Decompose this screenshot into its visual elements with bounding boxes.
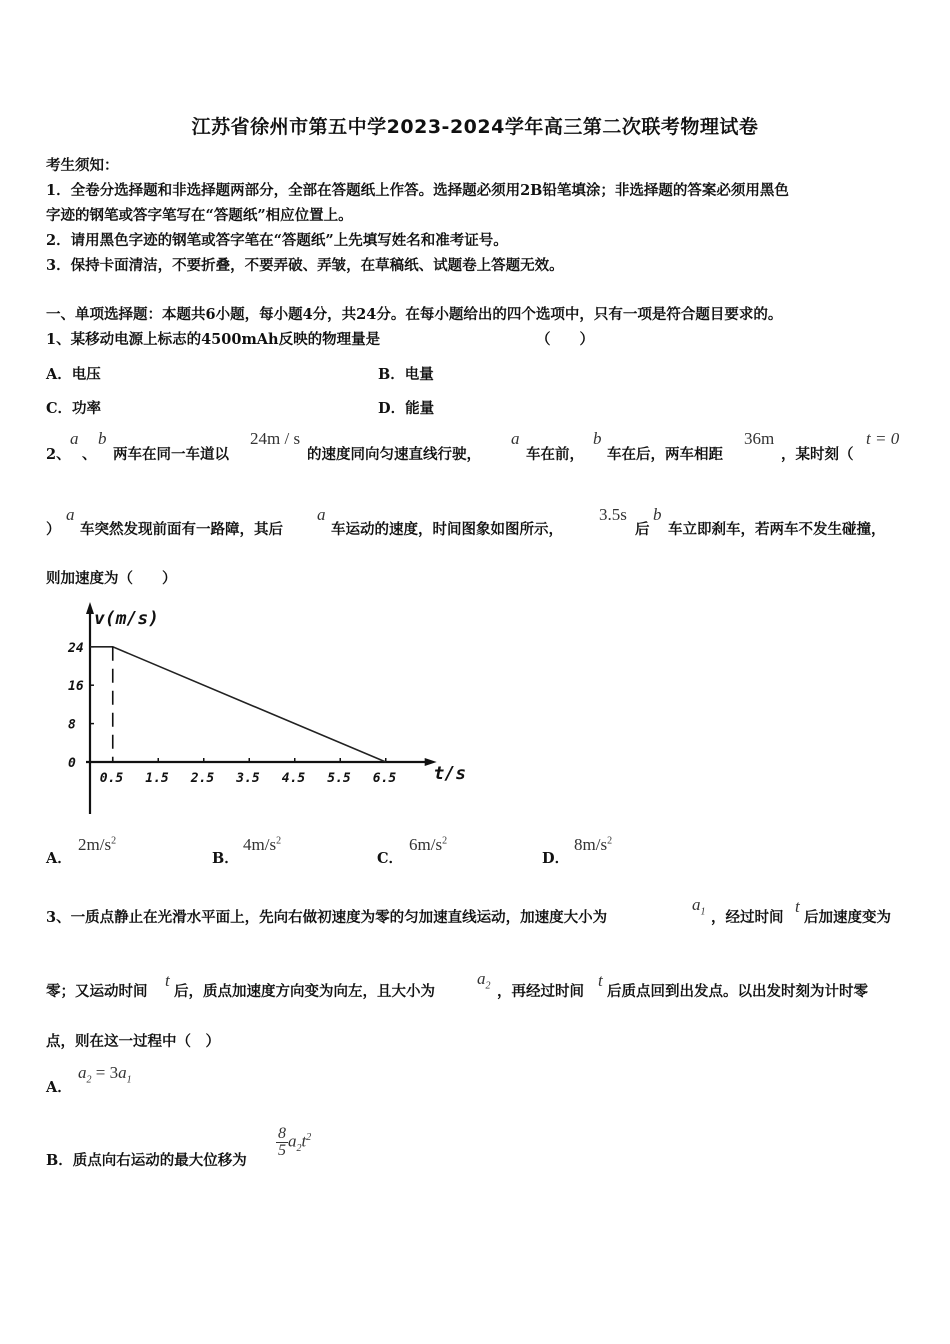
- q3-line2-d: 后质点回到出发点。以出发时刻为计时零: [607, 983, 868, 1000]
- q2-option-d-unit: 8m/s: [574, 835, 608, 854]
- y-axis-label: v(m/s): [94, 608, 160, 629]
- x-tick-label-6.5: 6.5: [372, 771, 397, 786]
- x-tick-label-4.5: 4.5: [281, 771, 306, 786]
- x-tick-label-5.5: 5.5: [327, 771, 351, 786]
- q3-opt-a-a1: a: [118, 1063, 127, 1082]
- y-tick-label-0: 0: [68, 756, 76, 771]
- x-tick-label-1.5: 1.5: [145, 771, 169, 786]
- q2-var-a: a: [70, 429, 79, 448]
- q2-line2-text-d: 车立即刹车，若两车不发生碰撞，: [668, 521, 886, 538]
- q3-opt-b-a2-sub: 2: [296, 1142, 302, 1154]
- q3-option-b-label: B．质点向右运动的最大位移为: [46, 1152, 247, 1169]
- q2-text-1: 两车在同一车道以: [113, 446, 229, 463]
- q3-t-3: t: [598, 971, 603, 990]
- q3-a2-var: a: [477, 969, 486, 988]
- q3-line2-c: ，再经过时间: [497, 983, 584, 1000]
- q2-close-paren: ）: [46, 521, 61, 538]
- q3-opt-a-a1-sub: 1: [126, 1074, 132, 1086]
- q3-opt-b-a2: a: [288, 1131, 297, 1151]
- q2-option-d-exp: 2: [607, 835, 613, 847]
- q3-line1-c: 后加速度变为: [804, 909, 891, 926]
- q3-line2-b: 后，质点加速度方向变为向左，且大小为: [174, 983, 435, 1000]
- q3-frac-num: 8: [278, 1125, 286, 1142]
- q2-option-c-label: C．: [377, 850, 404, 867]
- q1-option-d: D．能量: [378, 400, 435, 417]
- section-heading: 一、单项选择题：本题共6小题，每小题4分，共24分。在每小题给出的四个选项中，只有一项是符合题目要求的。: [46, 306, 783, 323]
- q3-option-b-formula: [276, 1126, 311, 1159]
- q2-text-4: 车在后，两车相距: [607, 446, 723, 463]
- q2-text-5: ，某时刻（: [781, 446, 854, 463]
- y-axis-arrow: [86, 602, 94, 614]
- q2-distance: 36m: [744, 429, 775, 448]
- q3-t-1: t: [795, 897, 800, 916]
- q2-var-a-2: a: [511, 429, 520, 448]
- q3-line1-b: ，经过时间: [711, 909, 784, 926]
- q2-option-c-value: [409, 835, 447, 855]
- q1-option-b: B．电量: [378, 366, 434, 383]
- q1-option-c: C．功率: [46, 400, 102, 417]
- q2-option-d-value: [574, 835, 612, 855]
- q3-opt-a-a2-sub: 2: [86, 1074, 92, 1086]
- q2-number: 2、: [46, 446, 71, 463]
- notice-item-1-cont: 字迹的钢笔或答字笔写在“答题纸”相应位置上。: [46, 207, 353, 224]
- q2-text-3: 车在前，: [526, 446, 584, 463]
- q3-a1: [692, 895, 706, 917]
- notice-heading: 考生须知：: [46, 157, 119, 174]
- velocity-time-graph: [60, 598, 480, 820]
- q1-stem: 1、某移动电源上标志的4500mAh反映的物理量是: [46, 331, 381, 348]
- q2-option-a-value: [78, 835, 116, 855]
- y-tick-label-24: 24: [68, 640, 84, 656]
- y-tick-label-8: 8: [68, 717, 76, 733]
- q3-opt-a-a2: a: [78, 1063, 87, 1082]
- page-title: 江苏省徐州市第五中学2023-2024学年高三第二次联考物理试卷: [191, 116, 759, 138]
- q2-sep: 、: [82, 446, 97, 463]
- q3-line3: 点，则在这一过程中（ ）: [46, 1033, 220, 1050]
- q2-option-a-label: A．: [46, 850, 72, 867]
- q2-t-zero: t = 0: [866, 429, 900, 448]
- q3-t-2: t: [165, 971, 170, 990]
- q2-var-b-2: b: [593, 429, 602, 448]
- q2-line2-text-b: 车运动的速度，时间图象如图所示，: [331, 521, 563, 538]
- q2-line2-text-a: 车突然发现前面有一路障，其后: [80, 521, 283, 538]
- q3-opt-b-t-exp: 2: [306, 1131, 312, 1143]
- q1-answer-paren: （ ）: [536, 331, 594, 348]
- q3-a2: [477, 969, 491, 991]
- y-tick-label-16: 16: [68, 679, 84, 695]
- q2-line2-text-c: 后: [635, 521, 650, 538]
- x-tick-label-2.5: 2.5: [190, 771, 215, 786]
- q3-opt-b-t: t: [301, 1131, 307, 1151]
- q2-var-b-3: b: [653, 505, 662, 524]
- notice-item-2: 2．请用黑色字迹的钢笔或答字笔在“答题纸”上先填写姓名和准考证号。: [46, 232, 508, 249]
- q3-a2-sub: 2: [485, 980, 491, 992]
- q2-option-b-label: B．: [212, 850, 239, 867]
- q3-frac-den: 5: [278, 1142, 286, 1159]
- q2-line3: 则加速度为（ ）: [46, 570, 177, 587]
- q2-option-a-exp: 2: [111, 835, 117, 847]
- q3-line2-a: 零；又运动时间: [46, 983, 148, 1000]
- q2-option-b-unit: 4m/s: [243, 835, 277, 854]
- velocity-line: [90, 647, 386, 762]
- q2-option-c-unit: 6m/s: [409, 835, 443, 854]
- q3-opt-a-eq: = 3: [95, 1063, 119, 1082]
- q3-line1-a: 3、一质点静止在光滑水平面上，先向右做初速度为零的匀加速直线运动，加速度大小为: [46, 909, 608, 926]
- q2-speed: 24m / s: [250, 429, 301, 448]
- q2-time: 3.5s: [599, 505, 627, 524]
- q1-option-a: A．电压: [46, 366, 101, 383]
- q3-option-a-formula: [78, 1063, 132, 1085]
- q2-option-b-exp: 2: [276, 835, 282, 847]
- q2-var-a-4: a: [317, 505, 326, 524]
- q3-fraction: [276, 1126, 288, 1159]
- q2-var-b: b: [98, 429, 107, 448]
- x-axis-label: t/s: [433, 763, 467, 784]
- q2-option-c-exp: 2: [442, 835, 448, 847]
- x-tick-label-0.5: 0.5: [99, 771, 124, 786]
- q2-option-d-label: D．: [542, 850, 570, 867]
- notice-item-1: 1．全卷分选择题和非选择题两部分，全部在答题纸上作答。选择题必须用2B铅笔填涂；非选择题的答案必须用黑色: [46, 182, 789, 199]
- q2-option-b-value: [243, 835, 281, 855]
- notice-item-3: 3．保持卡面清洁，不要折叠，不要弄破、弄皱，在草稿纸、试题卷上答题无效。: [46, 257, 564, 274]
- q2-var-a-3: a: [66, 505, 75, 524]
- q3-a1-sub: 1: [700, 906, 706, 918]
- q2-text-2: 的速度同向匀速直线行驶，: [307, 446, 481, 463]
- q3-a1-var: a: [692, 895, 701, 914]
- q3-option-a-label: A．: [46, 1079, 72, 1096]
- x-tick-label-3.5: 3.5: [236, 771, 260, 786]
- q2-option-a-unit: 2m/s: [78, 835, 112, 854]
